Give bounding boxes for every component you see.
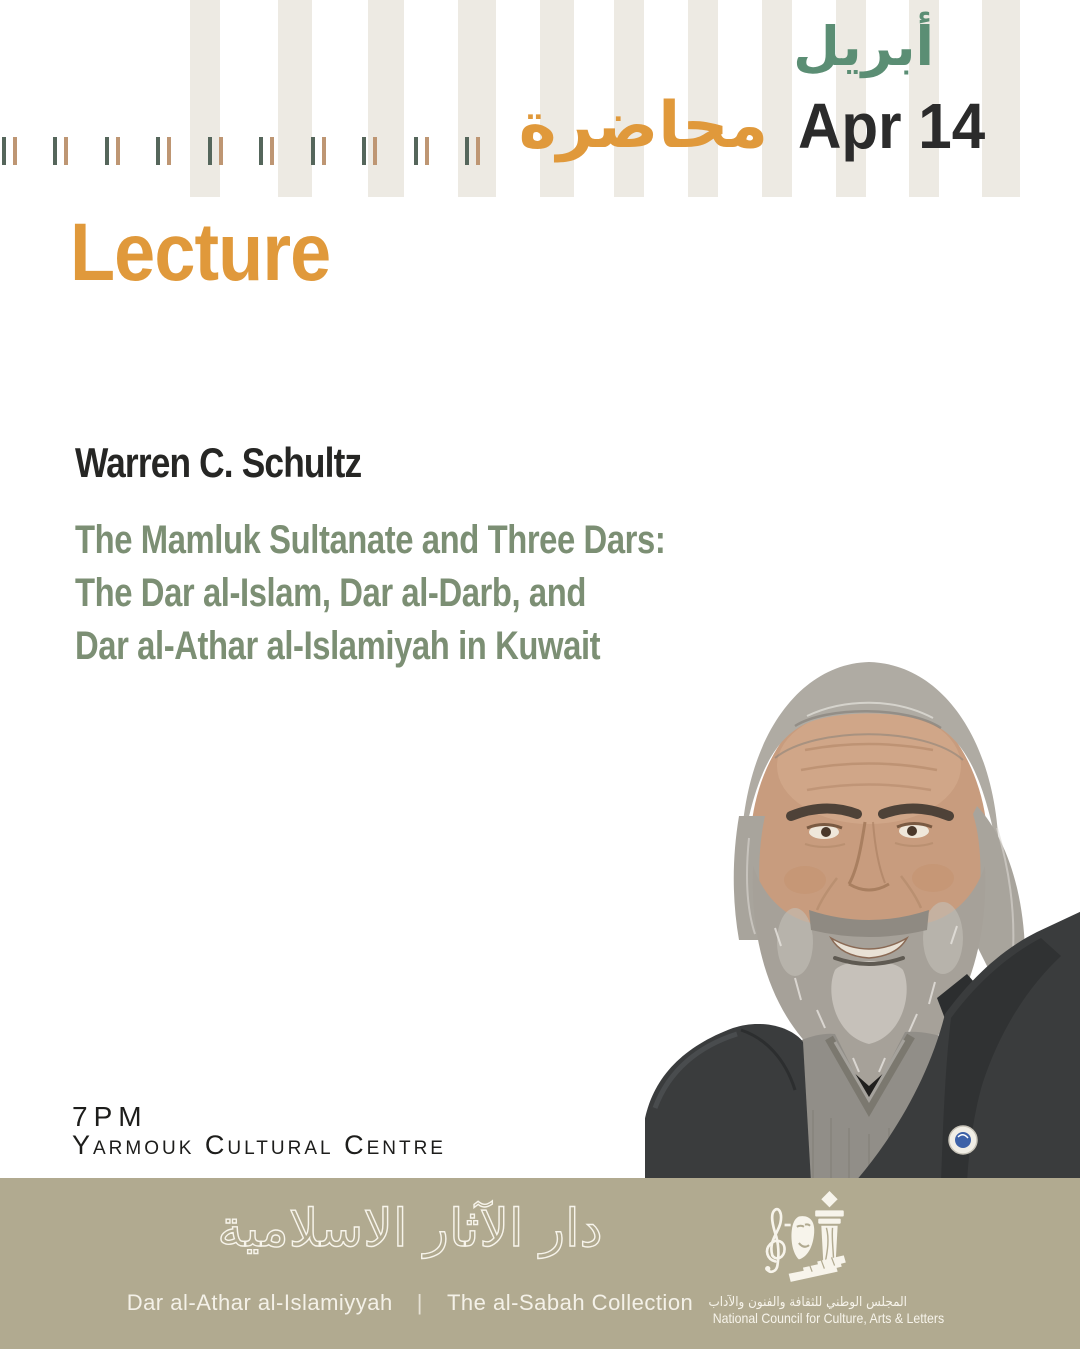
tick-mark — [156, 137, 160, 165]
event-type-label: Lecture — [70, 207, 331, 298]
tick-mark — [13, 137, 17, 165]
tick-mark — [373, 137, 377, 165]
tick-mark — [2, 137, 6, 165]
collection-name: The al-Sabah Collection — [446, 1290, 694, 1315]
tick-mark — [414, 137, 418, 165]
event-date: Apr 14 — [797, 90, 985, 162]
event-time: 7PM — [72, 1101, 148, 1132]
council-name-english: National Council for Culture, Arts & Letters — [712, 1310, 945, 1326]
council-logo-block — [700, 1178, 945, 1349]
tick-mark — [465, 137, 469, 165]
tick-mark — [219, 137, 223, 165]
nccal-logo-icon — [758, 1190, 854, 1288]
tick-mark — [116, 137, 120, 165]
tick-mark — [362, 137, 366, 165]
calligraphy-wordmark: دار الآثار الاسلامية — [217, 1199, 603, 1259]
tick-mark — [476, 137, 480, 165]
speaker-photo — [645, 638, 1080, 1178]
talk-title — [75, 514, 665, 673]
speaker-name: Warren C. Schultz — [75, 439, 362, 486]
event-venue: Yarmouk Cultural Centre — [72, 1130, 446, 1160]
tick-mark — [167, 137, 171, 165]
tick-mark — [425, 137, 429, 165]
tick-mark — [311, 137, 315, 165]
council-name-arabic: المجلس الوطني للثقافة والفنون والآداب — [708, 1295, 907, 1310]
talk-title-line-1: The Mamluk Sultanate and Three Dars: — [75, 518, 666, 562]
footer-band — [0, 1178, 1080, 1349]
tick-mark — [259, 137, 263, 165]
tagline-separator: | — [416, 1290, 423, 1315]
speaker-photo-illustration — [645, 638, 1080, 1178]
tick-mark — [64, 137, 68, 165]
tick-mark — [208, 137, 212, 165]
organization-name: Dar al-Athar al-Islamiyyah — [126, 1290, 393, 1315]
month-arabic-label: أبريل — [793, 15, 934, 78]
tick-mark — [270, 137, 274, 165]
talk-title-line-3: Dar al-Athar al-Islamiyah in Kuwait — [75, 624, 601, 668]
tick-mark — [53, 137, 57, 165]
tick-mark — [322, 137, 326, 165]
event-type-arabic-label: محاضرة — [518, 89, 768, 163]
tick-mark — [105, 137, 109, 165]
talk-title-line-2: The Dar al-Islam, Dar al-Darb, and — [75, 571, 587, 615]
organization-tagline — [60, 1290, 760, 1316]
